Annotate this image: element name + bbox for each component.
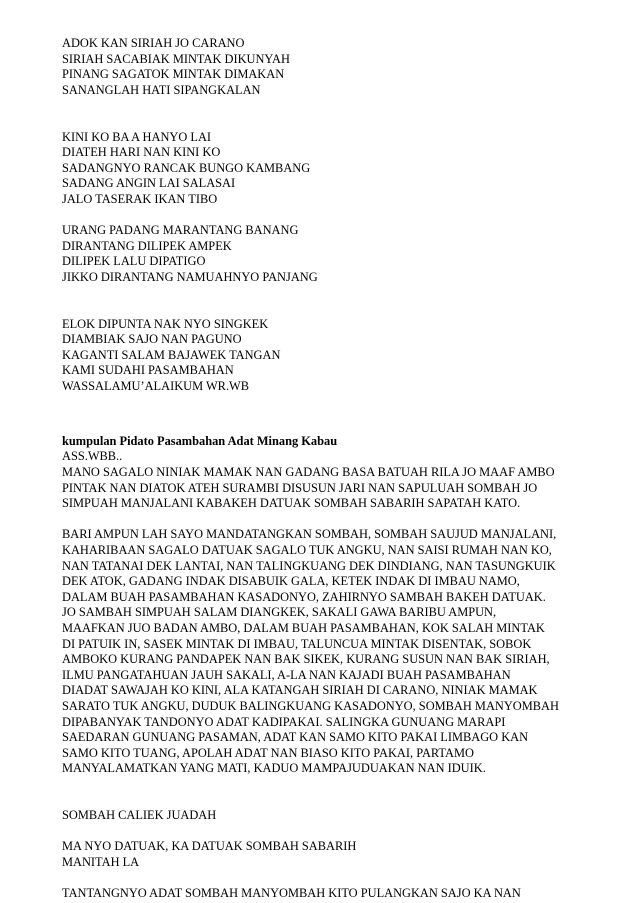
document-page — [62, 36, 622, 902]
pantun-stanza-1 — [62, 36, 622, 98]
text-line: MAAFKAN JUO BADAN AMBO, DALAM BUAH PASAMBAHAN, KOK SALAH MINTAK — [62, 620, 545, 635]
spacer — [62, 426, 622, 434]
text-line: AMBOKO KURANG PANDAPEK NAN BAK SIKEK, KURANG SUSUN NAN BAK SIRIAH, — [62, 652, 550, 667]
pantun-stanza-2 — [62, 130, 622, 208]
pantun-stanza-4 — [62, 317, 622, 395]
text-line: MA NYO DATUAK, KA DATUAK SOMBAH SABARIH — [62, 839, 357, 854]
pantun-stanza-3 — [62, 223, 622, 285]
text-line: SAMO KITO TUANG, APOLAH ADAT NAN BIASO KITO PAKAI, PARTAMO — [62, 745, 474, 760]
text-line: WASSALAMU’ALAIKUM WR.WB — [62, 379, 250, 394]
spacer — [62, 777, 622, 808]
text-line: ELOK DIPUNTA NAK NYO SINGKEK — [62, 316, 269, 331]
text-line: PINTAK NAN DIATOK ATEH SURAMBI DISUSUN JARI NAN SAPULUAH SOMBAH JO — [62, 480, 538, 495]
spacer — [62, 286, 622, 317]
text-line: URANG PADANG MARANTANG BANANG — [62, 223, 299, 238]
spacer — [62, 870, 622, 886]
text-line: DIRANTANG DILIPEK AMPEK — [62, 238, 232, 253]
spacer — [62, 395, 622, 426]
text-line: SANANGLAH HATI SIPANGKALAN — [62, 82, 261, 97]
text-line: DILIPEK LALU DIPATIGO — [62, 254, 206, 269]
text-line: DI PATUIK IN, SASEK MINTAK DI IMBAU, TALUNCUA MINTAK DISENTAK, SOBOK — [62, 636, 532, 651]
text-line: DIATEH HARI NAN KINI KO — [62, 145, 221, 160]
paragraph-3 — [62, 839, 622, 870]
text-line: ADOK KAN SIRIAH JO CARANO — [62, 36, 245, 50]
text-line: MANITAH LA — [62, 854, 140, 869]
text-line: SADANGNYO RANCAK BUNGO KAMBANG — [62, 160, 311, 175]
text-line: KAMI SUDAHI PASAMBAHAN — [62, 363, 234, 378]
text-line: JIKKO DIRANTANG NAMUAHNYO PANJANG — [62, 269, 318, 284]
greeting: ASS.WBB.. — [62, 449, 123, 464]
section-title: kumpulan Pidato Pasambahan Adat Minang Kabau — [62, 433, 338, 448]
text-line: KAGANTI SALAM BAJAWEK TANGAN — [62, 347, 281, 362]
spacer — [62, 98, 622, 129]
text-line: BARI AMPUN LAH SAYO MANDATANGKAN SOMBAH, SOMBAH SAUJUD MANJALANI, — [62, 527, 557, 542]
spacer — [62, 824, 622, 840]
text-line: SAEDARAN GUNUANG PASAMAN, ADAT KAN SAMO KITO PAKAI LIMBAGO KAN — [62, 730, 529, 745]
text-line: JO SAMBAH SIMPUAH SALAM DIANGKEK, SAKALI GAWA BARIBU AMPUN, — [62, 605, 497, 620]
text-line: PINANG SAGATOK MINTAK DIMAKAN — [62, 67, 285, 82]
text-line: SADANG ANGIN LAI SALASAI — [62, 176, 236, 191]
text-line: DEK ATOK, GADANG INDAK DISABUIK GALA, KETEK INDAK DI IMBAU NAMO, — [62, 574, 520, 589]
text-line: SIRIAH SACABIAK MINTAK DIKUNYAH — [62, 51, 290, 66]
text-line: SIMPUAH MANJALANI KABAKEH DATUAK SOMBAH SABARIH SAPATAH KATO. — [62, 496, 521, 511]
text-line: MANYALAMATKAN YANG MATI, KADUO MAMPAJUDUAKAN NAN IDUIK. — [62, 761, 486, 776]
paragraph-2 — [62, 527, 622, 777]
text-line: DALAM BUAH PASAMBAHAN KASADONYO, ZAHIRNYO SAMBAH BAKEH DATUAK. — [62, 589, 546, 604]
paragraph-1 — [62, 465, 622, 512]
text-line: DIADAT SAWAJAH KO KINI, ALA KATANGAH SIRIAH DI CARANO, NINIAK MAMAK — [62, 683, 538, 698]
text-line: KINI KO BA A HANYO LAI — [62, 129, 212, 144]
text-line: SARATO TUK ANGKU, DUDUK BALINGKUANG KASADONYO, SOMBAH MANYOMBAH — [62, 698, 559, 713]
text-line: DIAMBIAK SAJO NAN PAGUNO — [62, 332, 242, 347]
paragraph-4: TANTANGNYO ADAT SOMBAH MANYOMBAH KITO PULANGKAN SAJO KA NAN — [62, 886, 521, 901]
text-line: JALO TASERAK IKAN TIBO — [62, 191, 218, 206]
spacer — [62, 512, 622, 528]
sombah-heading: SOMBAH CALIEK JUADAH — [62, 808, 217, 823]
text-line: NAN TATANAI DEK LANTAI, NAN TALINGKUANG DEK DINDIANG, NAN TASUNGKUIK — [62, 558, 556, 573]
text-line: ILMU PANGATAHUAN JAUH SAKALI, A-LA NAN KAJADI BUAH PASAMBAHAN — [62, 667, 511, 682]
text-line: DIPABANYAK TANDONYO ADAT KADIPAKAI. SALINGKA GUNUANG MARAPI — [62, 714, 506, 729]
spacer — [62, 208, 622, 224]
text-line: MANO SAGALO NINIAK MAMAK NAN GADANG BASA BATUAH RILA JO MAAF AMBO — [62, 465, 555, 480]
text-line: KAHARIBAAN SAGALO DATUAK SAGALO TUK ANGKU, NAN SAISI RUMAH NAN KO, — [62, 543, 552, 557]
